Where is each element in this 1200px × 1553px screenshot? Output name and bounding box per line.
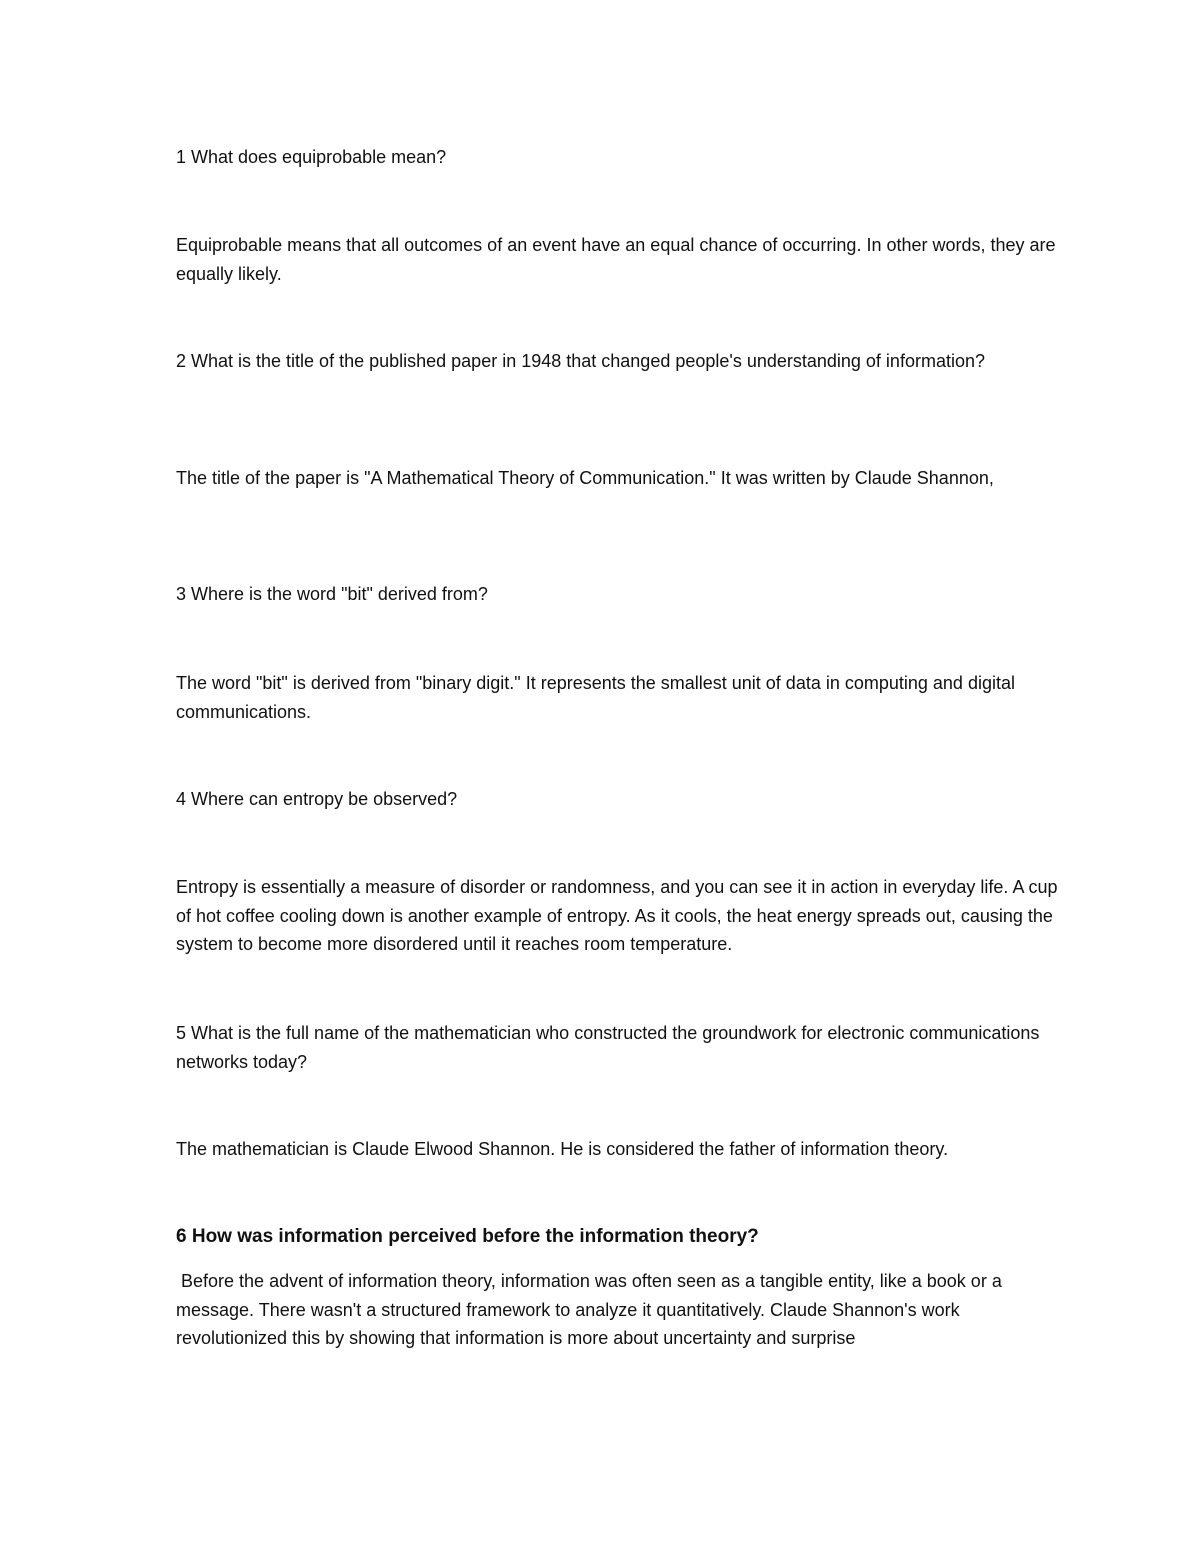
question-6-heading: 6 How was information perceived before the information theory? [176, 1226, 759, 1247]
question-5: 5 What is the full name of the mathematician who constructed the groundwork for electronic communications networks today? [176, 1023, 1040, 1072]
question-3: 3 Where is the word "bit" derived from? [176, 584, 488, 604]
answer-2: The title of the paper is "A Mathematical Theory of Communication." It was written by Claude Shannon, [176, 468, 994, 488]
question-4: 4 Where can entropy be observed? [176, 789, 458, 809]
answer-4: Entropy is essentially a measure of disorder or randomness, and you can see it in action in everyday life. A cup of hot coffee cooling down is another example of entropy. As it cools, the heat energy spreads out, causing the system to become more disordered until it reaches room temperature. [176, 877, 1058, 954]
question-1: 1 What does equiprobable mean? [176, 147, 447, 167]
answer-1: Equiprobable means that all outcomes of an event have an equal chance of occurring. In other words, they are equally likely. [176, 235, 1056, 284]
answer-6: Before the advent of information theory, information was often seen as a tangible entity, like a book or a message. There wasn't a structured framework to analyze it quantitatively. Claude Shannon's work revolutionized this by showing that information is more about uncertainty and surprise [176, 1271, 1007, 1348]
answer-3: The word "bit" is derived from "binary digit." It represents the smallest unit of data in computing and digital communications. [176, 673, 1015, 722]
answer-5: The mathematician is Claude Elwood Shannon. He is considered the father of information theory. [176, 1139, 949, 1159]
question-2: 2 What is the title of the published paper in 1948 that changed people's understanding of information? [176, 351, 985, 371]
